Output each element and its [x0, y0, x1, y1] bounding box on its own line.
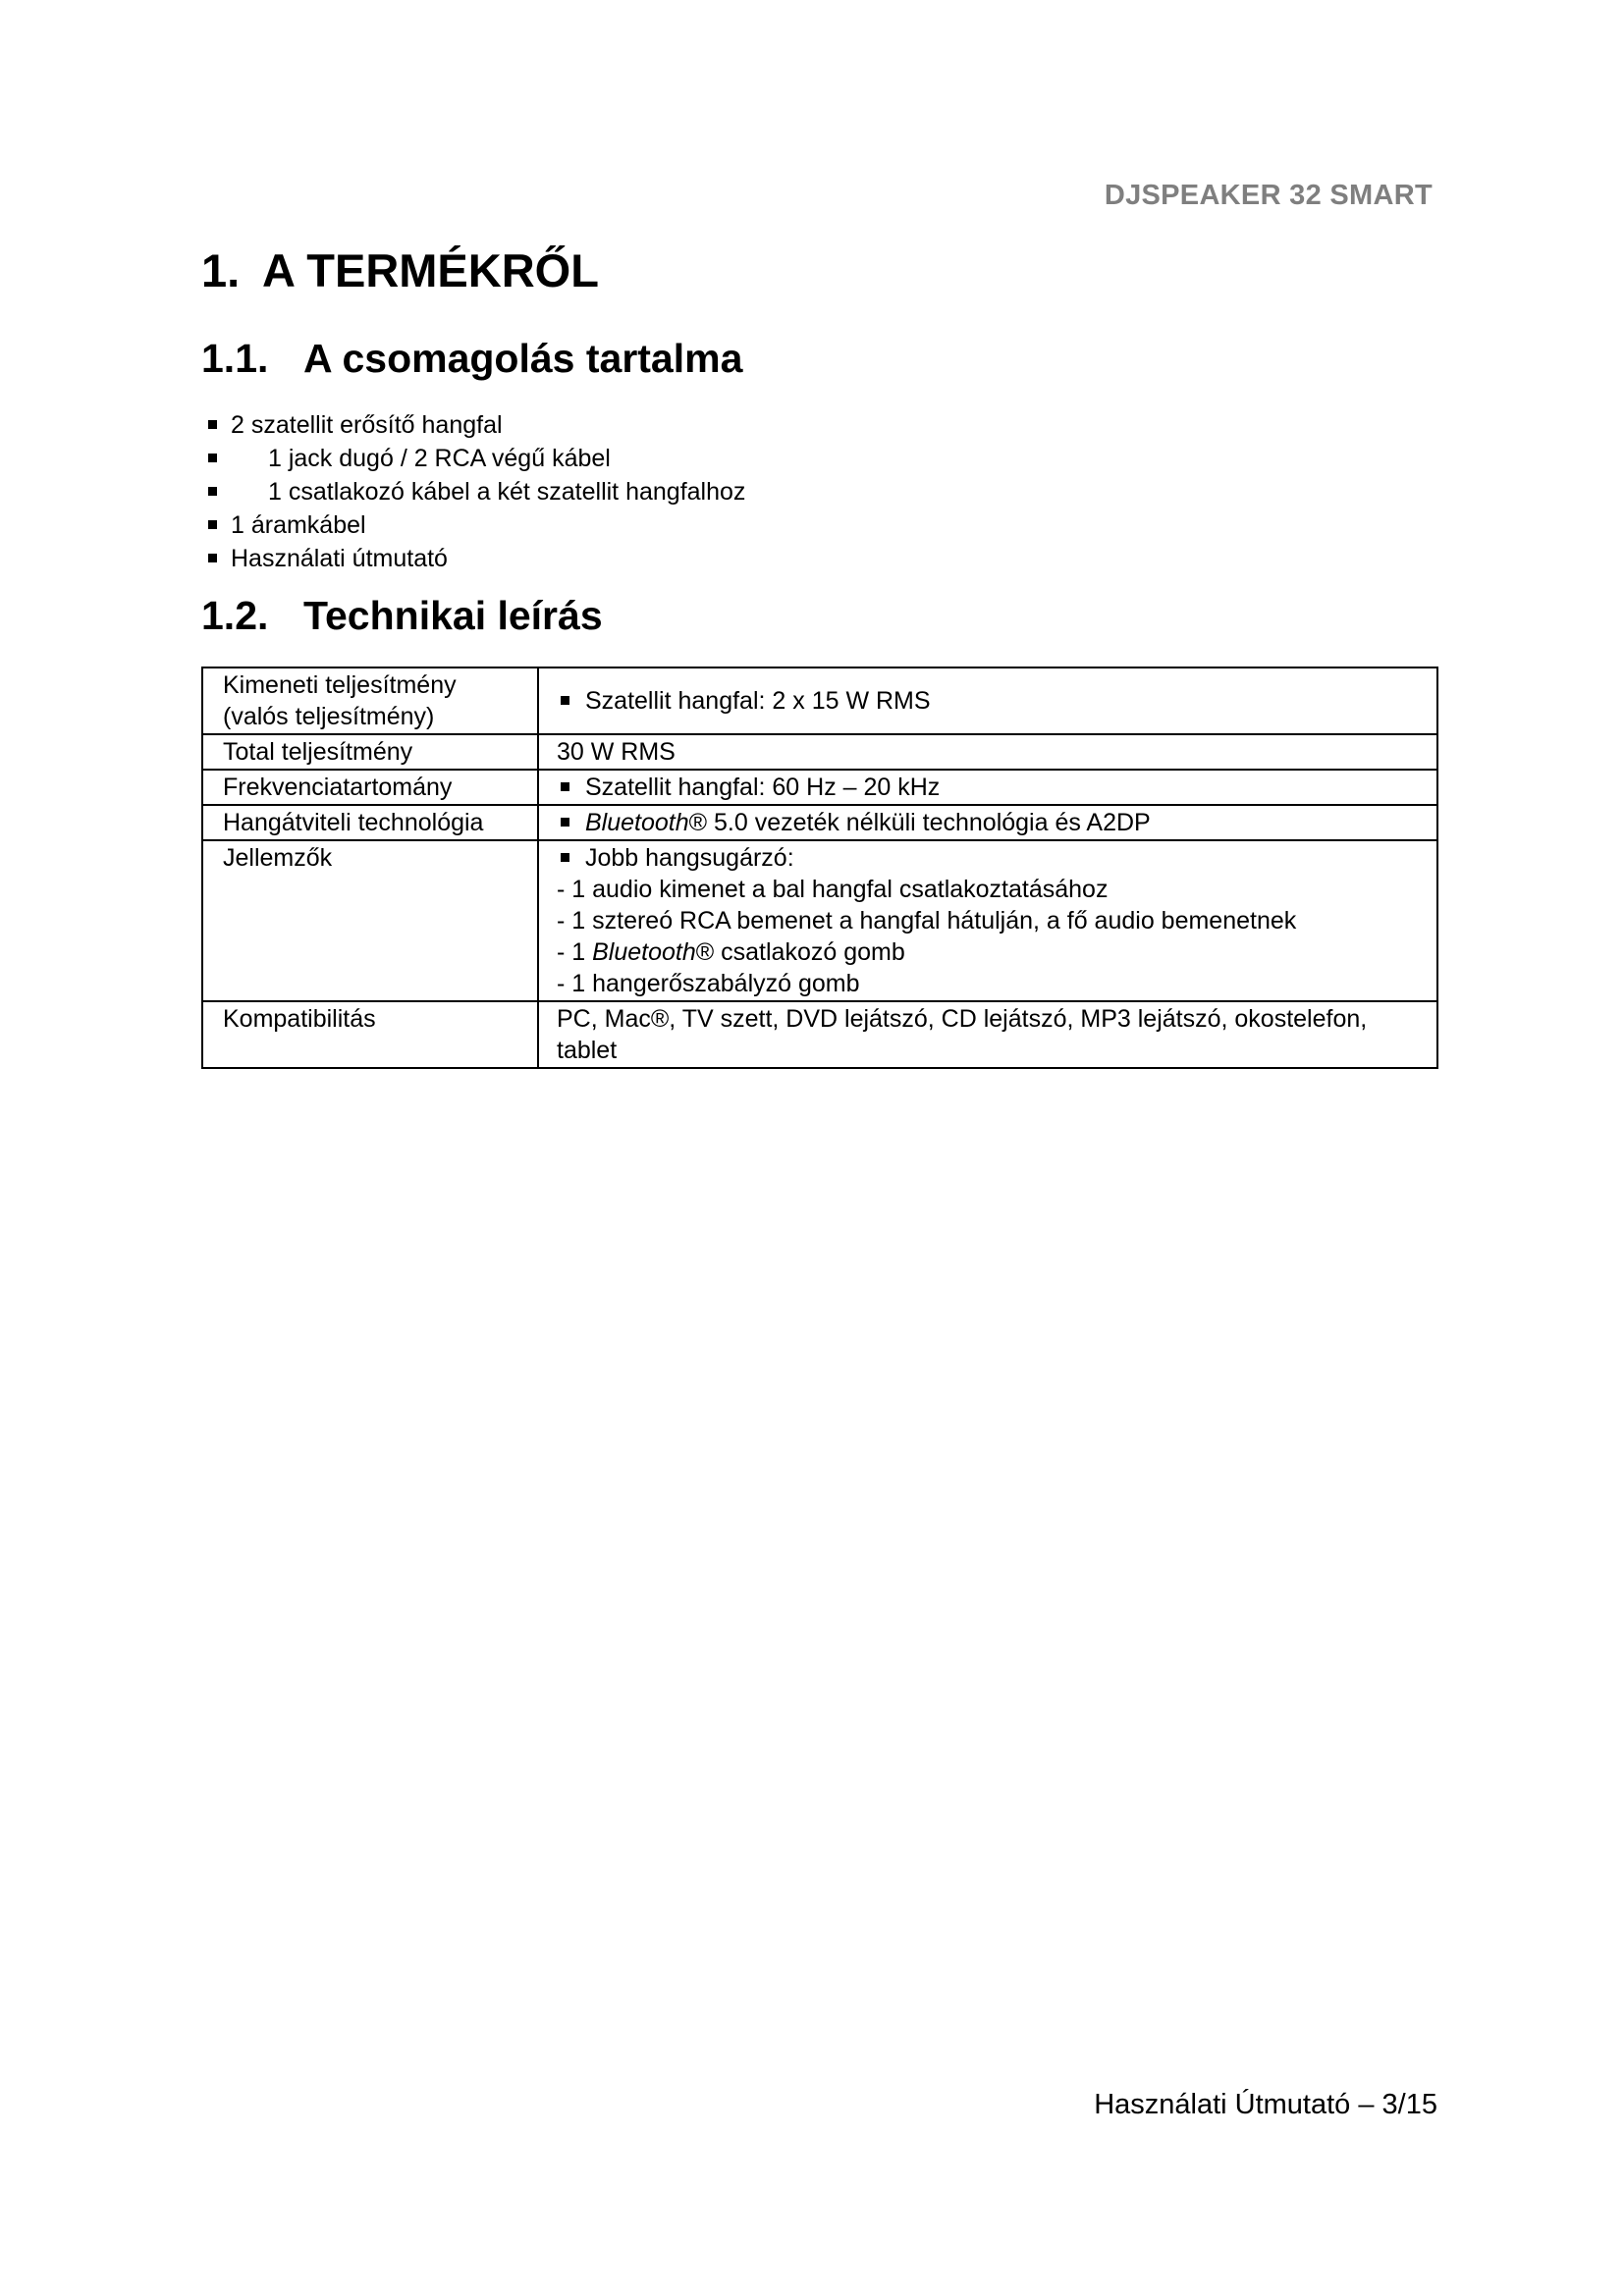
package-contents-list [208, 408, 745, 575]
list-item: Használati útmutató [208, 542, 745, 575]
spec-label: Frekvenciatartomány [202, 770, 538, 805]
table-row [202, 770, 1437, 805]
table-row [202, 805, 1437, 840]
spec-label: Kimeneti teljesítmény (valós teljesítmény) [202, 667, 538, 734]
spec-value: Szatellit hangfal: 60 Hz – 20 kHz [538, 770, 1437, 805]
bullet-icon [208, 454, 217, 462]
spec-value: 30 W RMS [538, 734, 1437, 770]
list-item: 1 áramkábel [208, 508, 745, 542]
bullet-icon [561, 853, 569, 862]
spec-value: Szatellit hangfal: 2 x 15 W RMS [538, 667, 1437, 734]
section-1-heading [201, 243, 599, 297]
section-title: Technikai leírás [303, 593, 603, 638]
table-row [202, 1001, 1437, 1068]
spec-value: PC, Mac®, TV szett, DVD lejátszó, CD lejátszó, MP3 lejátszó, okostelefon, tablet [538, 1001, 1437, 1068]
section-title: A TERMÉKRŐL [262, 244, 599, 296]
section-number: 1.1. [201, 336, 269, 381]
spec-label: Total teljesítmény [202, 734, 538, 770]
section-number: 1. [201, 244, 241, 296]
section-number: 1.2. [201, 593, 269, 638]
bullet-icon [561, 782, 569, 791]
document-header: DJSPEAKER 32 SMART [1104, 180, 1433, 211]
page-footer: Használati Útmutató – 3/15 [1094, 2089, 1437, 2120]
bullet-icon [561, 696, 569, 705]
spec-label: Hangátviteli technológia [202, 805, 538, 840]
bullet-icon [561, 818, 569, 827]
bullet-icon [208, 487, 217, 496]
spec-value: Jobb hangsugárzó: - 1 audio kimenet a bal hangfal csatlakoztatásához - 1 sztereó RCA bemenet a hangfal hátulján, a fő audio bemenetnek - 1 Bluetooth® csatlakozó gomb - 1 hangerőszabályzó gomb [538, 840, 1437, 1001]
bullet-icon [208, 554, 217, 562]
list-item: 1 csatlakozó kábel a két szatellit hangfalhoz [208, 475, 745, 508]
table-row [202, 667, 1437, 734]
list-item: 2 szatellit erősítő hangfal [208, 408, 745, 442]
spec-label: Kompatibilitás [202, 1001, 538, 1068]
spec-value: Bluetooth® 5.0 vezeték nélküli technológia és A2DP [538, 805, 1437, 840]
spec-label: Jellemzők [202, 840, 538, 1001]
section-1-2-heading [201, 593, 603, 639]
bullet-icon [208, 420, 217, 429]
table-row [202, 734, 1437, 770]
section-title: A csomagolás tartalma [303, 336, 743, 381]
section-1-1-heading [201, 336, 742, 382]
technical-specs-table [201, 667, 1438, 1069]
bullet-icon [208, 520, 217, 529]
table-row [202, 840, 1437, 1001]
list-item: 1 jack dugó / 2 RCA végű kábel [208, 442, 745, 475]
